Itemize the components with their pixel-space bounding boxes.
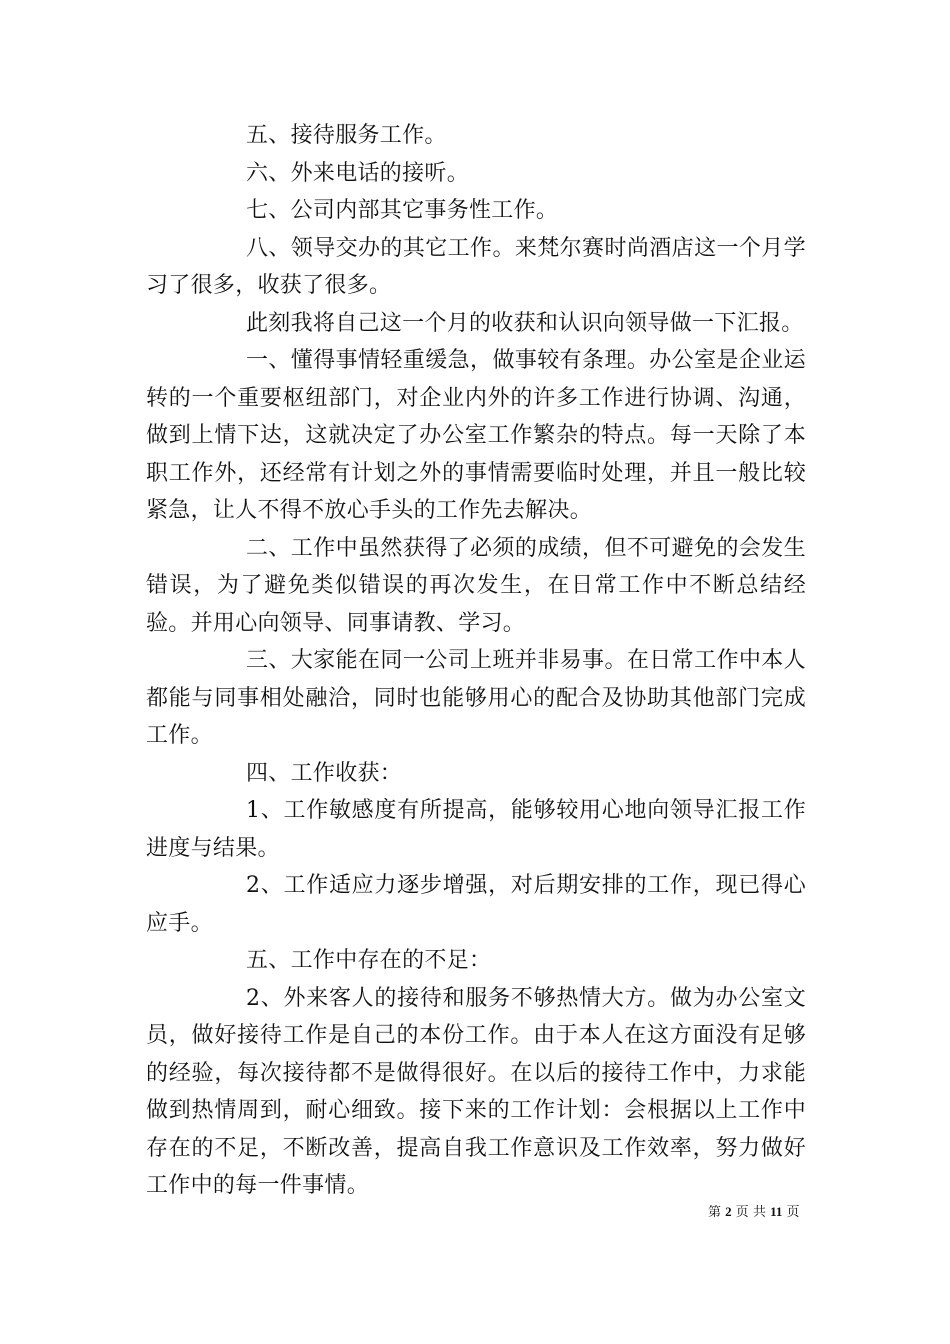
paragraph-point-2: 二、工作中虽然获得了必须的成绩，但不可避免的会发生错误，为了避免类似错误的再次发生，在日常工作中不断总结经验。并用心向领导、同事请教、学习。 [146, 535, 806, 636]
paragraph-point-3: 三、大家能在同一公司上班并非易事。在日常工作中本人都能与同事相处融洽，同时也能够用心的配合及协助其他部门完成工作。 [146, 648, 806, 748]
paragraph-gain-2: 2、工作适应力逐步增强，对后期安排的工作，现已得心应手。 [146, 873, 806, 936]
footer-total-pages: 11 [770, 1204, 783, 1219]
paragraph-item-6: 六、外来电话的接听。 [246, 160, 470, 186]
paragraph-heading-gains: 四、工作收获： [246, 760, 403, 786]
footer-current-page: 2 [725, 1204, 732, 1219]
paragraph-point-1: 一、懂得事情轻重缓急，做事较有条理。办公室是企业运转的一个重要枢纽部门，对企业内外的许多工作进行协调、沟通，做到上情下达，这就决定了办公室工作繁杂的特点。每一天除了本职工作外，还经常有计划之外的事情需要临时处理，并且一般比较紧急，让人不得不放心手头的工作先去解决。 [146, 348, 806, 523]
paragraph-item-7: 七、公司内部其它事务性工作。 [246, 198, 559, 223]
paragraph-report-intro: 此刻我将自己这一个月的收获和认识向领导做一下汇报。 [246, 310, 804, 336]
footer-suffix: 页 [786, 1205, 800, 1220]
footer-prefix: 第 [708, 1205, 722, 1220]
page-number-footer [708, 1204, 800, 1221]
paragraph-shortcoming-2: 2、外来客人的接待和服务不够热情大方。做为办公室文员，做好接待工作是自己的本份工作。由于本人在这方面没有足够的经验，每次接待都不是做得很好。在以后的接待工作中，力求能做到热情周到，耐心细致。接下来的工作计划：会根据以上工作中存在的不足，不断改善，提高自我工作意识及工作效率，努力做好工作中的每一件事情。 [146, 985, 806, 1198]
footer-middle: 页 共 [735, 1205, 766, 1220]
document-body [146, 117, 806, 1205]
paragraph-item-8: 八、领导交办的其它工作。来梵尔赛时尚酒店这一个月学习了很多，收获了很多。 [146, 235, 806, 298]
paragraph-item-5: 五、接待服务工作。 [246, 123, 447, 148]
paragraph-gain-1: 1、工作敏感度有所提高，能够较用心地向领导汇报工作进度与结果。 [146, 798, 806, 861]
paragraph-heading-shortcomings: 五、工作中存在的不足： [246, 948, 492, 973]
